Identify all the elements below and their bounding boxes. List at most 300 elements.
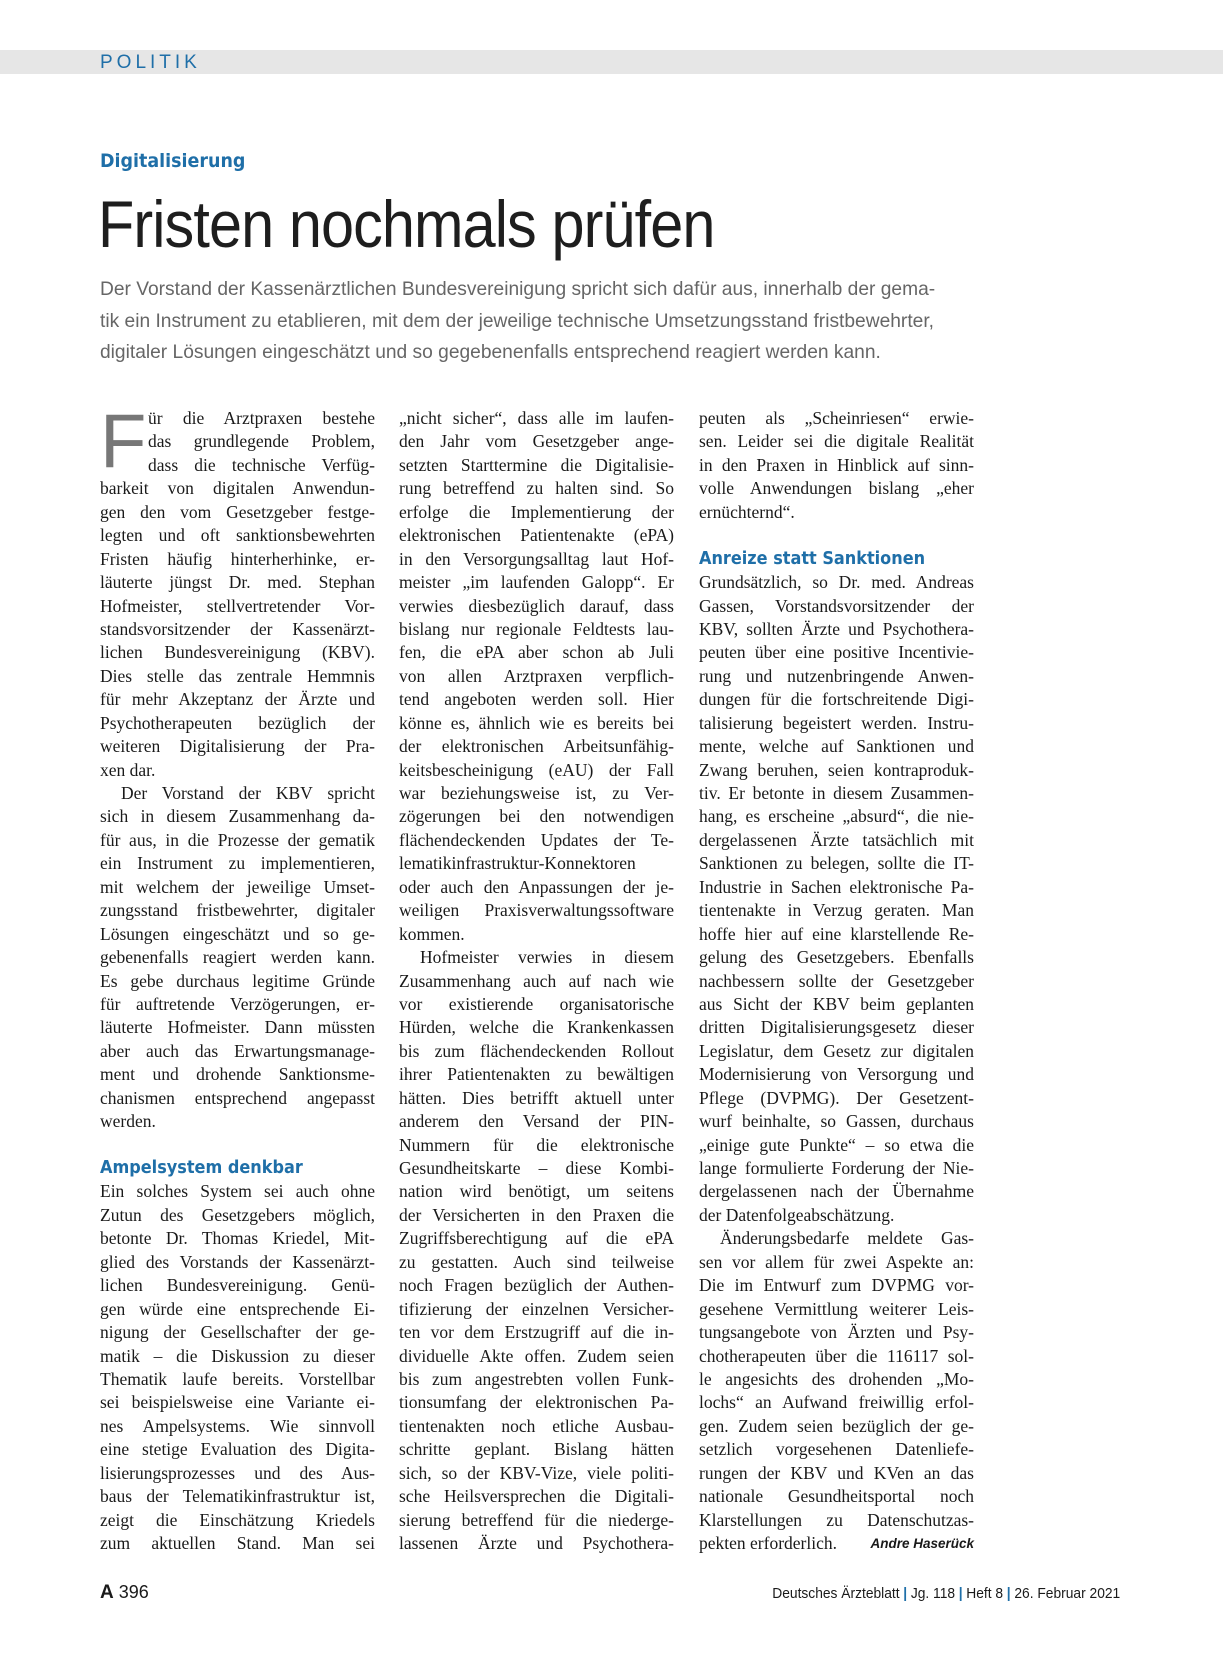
text-line-content: oder auch den Anpassungen der je-	[399, 876, 674, 897]
text-line	[100, 1251, 375, 1274]
text-line	[699, 1321, 974, 1344]
text-line-content: setzlich vorgesehenen Datenliefe-	[699, 1439, 974, 1460]
text-line	[399, 993, 674, 1016]
text-line	[699, 454, 974, 477]
text-line	[100, 501, 375, 524]
text-line	[100, 1415, 375, 1438]
text-line-content: dividuelle Akte offen. Zudem seien	[399, 1345, 674, 1366]
text-line-content: barkeit von digitalen Anwendun-	[100, 478, 375, 499]
text-line	[100, 665, 375, 688]
paragraph-gap	[100, 1134, 375, 1157]
text-line	[399, 970, 674, 993]
text-line-content: flächendeckenden Updates der Te-	[399, 829, 674, 850]
text-line-content: für mehr Akzeptanz der Ärzte und	[100, 689, 375, 710]
article-column-3	[699, 407, 974, 1555]
text-line	[699, 1368, 974, 1391]
article-column-2	[399, 407, 674, 1555]
text-line	[100, 712, 375, 735]
text-line-content: talisierung begeistert werden. Instru-	[699, 712, 974, 733]
lead-line: Der Vorstand der Kassenärztlichen Bundesvereinigung spricht sich dafür aus, innerhalb der gema-	[100, 279, 936, 300]
text-line	[399, 1274, 674, 1297]
text-line	[399, 1438, 674, 1461]
text-line	[399, 1345, 674, 1368]
text-line-content: elektronischen Patientenakte (ePA)	[399, 525, 674, 546]
drop-cap: F	[100, 399, 147, 484]
text-line-content: wurf beinhalte, so Gassen, durchaus	[699, 1111, 974, 1132]
text-line-content: lematikinfrastruktur-Konnektoren	[399, 853, 636, 874]
page-number-value: 396	[118, 1582, 149, 1602]
text-line-content: dass die technische Verfüg-	[148, 454, 375, 475]
text-line	[399, 1157, 674, 1180]
text-line-content: gen. Zudem seien bezüglich der ge-	[699, 1415, 974, 1436]
text-line-content: kommen.	[399, 923, 465, 944]
text-line-content: Zusammenhang auch auf nach wie	[399, 970, 674, 991]
text-line	[399, 1462, 674, 1485]
text-line-content: ein Instrument zu implementieren,	[100, 853, 375, 874]
text-line-content: sierung betreffend für die niederge-	[399, 1509, 674, 1530]
text-line-content: sich in diesem Zusammenhang da-	[100, 806, 375, 827]
text-line	[100, 1532, 375, 1555]
text-line-content: Grundsätzlich, so Dr. med. Andreas	[699, 572, 974, 593]
text-line	[399, 1227, 674, 1250]
text-line	[399, 688, 674, 711]
text-line-content: in den Praxen in Hinblick auf sinn-	[699, 454, 974, 475]
article-lead	[100, 274, 1100, 369]
text-line-content: xen dar.	[100, 759, 156, 780]
text-line	[399, 1251, 674, 1274]
text-line-content: Gassen, Vorstandsvorsitzender der	[699, 595, 974, 616]
text-line-content: gesehene Vermittlung weiterer Leis-	[699, 1298, 974, 1319]
text-line-content: tiv. Er betonte in diesem Zusammen-	[699, 783, 974, 803]
text-line-content: Klarstellungen zu Datenschutzas-	[699, 1509, 974, 1530]
subheading: Anreize statt Sanktionen	[699, 548, 926, 569]
text-line-content: Hofmeister verwies in diesem	[420, 947, 674, 968]
text-line-content: Zutun des Gesetzgebers möglich,	[100, 1204, 375, 1225]
text-line-content: chanismen entsprechend angepasst	[100, 1087, 375, 1108]
text-line-content: Gesundheitskarte – diese Kombi-	[399, 1158, 674, 1178]
text-line-content: Pflege (DVPMG). Der Gesetzent-	[699, 1087, 974, 1108]
text-line-content: Zugriffsberechtigung auf die ePA	[399, 1228, 674, 1249]
text-line-content: sich, so der KBV-Vize, viele politi-	[399, 1462, 674, 1483]
text-line	[699, 805, 974, 828]
text-line	[399, 1204, 674, 1227]
text-line	[399, 1532, 674, 1555]
text-line-content: Dies stelle das zentrale Hemmnis	[100, 665, 375, 686]
text-line	[399, 1110, 674, 1133]
author-name: Andre Haserück	[870, 1536, 974, 1551]
text-line	[699, 1485, 974, 1508]
text-line-content: läuterte Hofmeister. Dann müssten	[100, 1017, 375, 1038]
text-line	[699, 665, 974, 688]
text-line-content: dungen für die fortschreitende Digi-	[699, 689, 974, 710]
text-line	[699, 876, 974, 899]
text-line	[100, 1485, 375, 1508]
text-line	[399, 899, 674, 922]
text-line-content: standsvorsitzender der Kassenärzt-	[100, 618, 375, 639]
text-line-content: anderem den Versand der PIN-	[399, 1111, 674, 1132]
text-line	[100, 993, 375, 1016]
text-line-content: Zwang beruhen, seien kontraproduk-	[699, 759, 974, 780]
text-line	[699, 1415, 974, 1438]
text-line	[699, 946, 974, 969]
text-line	[399, 852, 674, 875]
text-line-content: aus Sicht der KBV beim geplanten	[699, 993, 974, 1014]
text-line	[100, 1063, 375, 1086]
text-line-content: nigung der Gesellschafter der ge-	[100, 1322, 375, 1343]
text-line-content: könne es, ähnlich wie es bereits bei	[399, 712, 674, 733]
publication-volume: Jg. 118	[910, 1585, 955, 1602]
text-line	[699, 1227, 974, 1250]
text-line	[100, 970, 375, 993]
text-line	[399, 712, 674, 735]
text-line-content: bislang nur regionale Feldtests lau-	[399, 618, 674, 639]
page-number	[100, 1582, 149, 1604]
text-line-content: Es gebe durchaus legitime Gründe	[100, 970, 375, 991]
publication-issue: Heft 8	[966, 1585, 1003, 1602]
text-line	[100, 1204, 375, 1227]
text-line-content: lisierungsprozesses und des Aus-	[100, 1462, 375, 1483]
text-line	[100, 688, 375, 711]
text-line-content: rung und nutzenbringende Anwen-	[699, 665, 974, 686]
text-line-content: zögerungen bei den notwendigen	[399, 806, 674, 827]
text-line-content: tungsangebote von Ärzten und Psy-	[699, 1322, 974, 1343]
text-line	[699, 1345, 974, 1368]
text-line	[699, 1509, 974, 1532]
text-line-content: lichen Bundesvereinigung (KBV).	[100, 642, 375, 663]
text-line	[100, 899, 375, 922]
text-line-content: Thematik laufe bereits. Vorstellbar	[100, 1368, 375, 1389]
text-line-content: vor existierende organisatorische	[399, 993, 674, 1014]
text-line-content: chotherapeuten über die 116117 sol-	[699, 1345, 974, 1366]
text-line-content: mente, welche auf Sanktionen und	[699, 736, 974, 757]
text-line	[699, 1110, 974, 1133]
text-line-content: nachbessern sollte der Gesetzgeber	[699, 970, 974, 991]
text-line	[399, 1368, 674, 1391]
text-line-content: rung betreffend zu halten sind. So	[399, 478, 674, 499]
text-line-content: meister „im laufenden Galopp“. Er	[399, 572, 674, 593]
text-line	[100, 876, 375, 899]
text-line	[699, 1298, 974, 1321]
text-line	[699, 759, 974, 782]
text-line-content: Sanktionen zu belegen, sollte die IT-	[699, 853, 974, 874]
text-line-content: dergelassenen Ärzte tatsächlich mit	[699, 829, 974, 850]
text-line-content: mit welchem der jeweilige Umset-	[100, 876, 375, 897]
text-line-content: hoffe hier auf eine klarstellende Re-	[699, 923, 974, 944]
text-line	[399, 1509, 674, 1532]
text-line-content: Ein solches System sei auch ohne	[100, 1181, 375, 1202]
text-line	[699, 571, 974, 594]
text-line	[399, 501, 674, 524]
text-line	[100, 618, 375, 641]
text-line-content: nation wird benötigt, um seitens	[399, 1181, 674, 1202]
text-line-content: der Versicherten in den Praxen die	[399, 1204, 674, 1225]
text-line-content: gen den vom Gesetzgeber festge-	[100, 501, 375, 522]
text-line	[699, 1391, 974, 1414]
text-line-content: ür die Arztpraxen bestehe	[148, 408, 375, 428]
text-line-content: fen, die ePA aber schon ab Juli	[399, 642, 674, 663]
text-line-content: Lösungen eingeschätzt und so ge-	[100, 923, 375, 944]
text-line-content: den Jahr vom Gesetzgeber ange-	[399, 431, 674, 452]
text-line-content: erfolge die Implementierung der	[399, 501, 674, 522]
text-line	[100, 1321, 375, 1344]
text-line	[699, 1438, 974, 1461]
text-line-content: der elektronischen Arbeitsunfähig-	[399, 736, 674, 757]
text-line	[100, 595, 375, 618]
text-line	[100, 548, 375, 571]
text-line	[699, 641, 974, 664]
article-column-1	[100, 399, 375, 1555]
text-line	[399, 477, 674, 500]
text-line-content: in den Versorgungsalltag laut Hof-	[399, 548, 674, 569]
text-line-content: „einige gute Punkte“ – so etwa die	[699, 1134, 974, 1155]
text-line	[699, 1016, 974, 1039]
text-line	[100, 524, 375, 547]
text-line	[699, 923, 974, 946]
text-line	[100, 571, 375, 594]
text-line	[399, 524, 674, 547]
text-line-content: zu gestatten. Auch sind teilweise	[399, 1251, 674, 1272]
text-line-content: zungsstand fristbewehrter, digitaler	[100, 900, 375, 921]
text-line-content: Nummern für die elektronische	[399, 1134, 674, 1155]
text-line-content: werden.	[100, 1111, 156, 1132]
text-line	[699, 688, 974, 711]
text-line	[100, 852, 375, 875]
subheading: Ampelsystem denkbar	[100, 1158, 303, 1178]
text-line-content: gelung des Gesetzgebers. Ebenfalls	[699, 947, 974, 968]
text-line-content: bis zum flächendeckenden Rollout	[399, 1040, 674, 1061]
text-line-content: zum aktuellen Stand. Man sei	[100, 1533, 375, 1553]
text-line-content: Änderungsbedarfe meldete Gas-	[720, 1228, 974, 1249]
text-line	[699, 1157, 974, 1180]
text-line	[699, 829, 974, 852]
text-line-content: pekten erforderlich.	[699, 1533, 837, 1553]
text-line	[699, 852, 974, 875]
text-line-content: legten und oft sanktionsbewehrten	[100, 525, 375, 546]
text-line	[399, 665, 674, 688]
text-line-content: setzten Starttermine die Digitalisie-	[399, 454, 674, 475]
text-line	[699, 407, 974, 430]
text-line	[100, 1087, 375, 1110]
text-line	[399, 1016, 674, 1039]
text-line-content: tientenakte in Verzug geraten. Man	[699, 900, 974, 921]
text-line-content: läuterte jüngst Dr. med. Stephan	[100, 572, 375, 593]
text-line-content: zeigt die Einschätzung Kriedels	[100, 1509, 375, 1530]
text-line-content: lange formulierte Forderung der Nie-	[699, 1158, 974, 1178]
text-line-content: Die im Entwurf zum DVPMG vor-	[699, 1275, 974, 1296]
text-line	[100, 782, 375, 805]
text-line-content: tionsumfang der elektronischen Pa-	[399, 1392, 674, 1413]
text-line-content: ernüchternd“.	[699, 501, 795, 522]
text-line-content: Hürden, welche die Krankenkassen	[399, 1017, 674, 1038]
text-line	[399, 1298, 674, 1321]
text-line-content: gen würde eine entsprechende Ei-	[100, 1298, 375, 1319]
text-line-content: Industrie in Sachen elektronische Pa-	[699, 876, 974, 897]
text-line-content: glied des Vorstands der Kassenärzt-	[100, 1251, 375, 1272]
text-line-content: sen vor allem für zwei Aspekte an:	[699, 1251, 974, 1272]
text-line	[399, 1415, 674, 1438]
text-line-content: KBV, sollten Ärzte und Psychothera-	[699, 618, 974, 639]
text-line-content: lassenen Ärzte und Psychothera-	[399, 1533, 674, 1553]
text-line	[399, 430, 674, 453]
text-line	[399, 454, 674, 477]
text-line	[699, 712, 974, 735]
text-line-content: sen. Leider sei die digitale Realität	[699, 431, 974, 452]
text-line-content: dritten Digitalisierungsgesetz dieser	[699, 1017, 974, 1038]
text-line-content: le angesichts des drohenden „Mo-	[699, 1368, 974, 1389]
text-line	[399, 946, 674, 969]
text-line-content: Der Vorstand der KBV spricht	[121, 783, 375, 803]
text-line-content: weiteren Digitalisierung der Pra-	[100, 736, 375, 757]
text-line-content: aber auch das Erwartungsmanage-	[100, 1040, 375, 1061]
text-line-content: ten vor dem Erstzugriff auf die in-	[399, 1322, 674, 1343]
text-line	[699, 1462, 974, 1485]
text-line	[699, 782, 974, 805]
text-line-content: noch Fragen bezüglich der Authen-	[399, 1275, 674, 1296]
text-line	[399, 805, 674, 828]
text-line	[399, 782, 674, 805]
text-line	[699, 1532, 974, 1555]
text-line	[399, 1485, 674, 1508]
text-line	[699, 970, 974, 993]
text-line	[100, 923, 375, 946]
text-line-content: sche Heilsversprechen die Digitali-	[399, 1486, 674, 1507]
text-line-content: Modernisierung von Versorgung und	[699, 1064, 974, 1085]
text-line	[699, 1274, 974, 1297]
text-line	[399, 829, 674, 852]
text-line-content: hang, es erscheine „absurd“, die nie-	[699, 806, 974, 827]
text-line	[699, 1251, 974, 1274]
text-line	[699, 1134, 974, 1157]
text-line	[100, 1274, 375, 1297]
text-line-content: war beziehungsweise ist, zu Ver-	[399, 783, 674, 803]
text-line-content: verwies diesbezüglich darauf, dass	[399, 595, 674, 616]
text-line-content: nationale Gesundheitsportal noch	[699, 1486, 974, 1507]
text-line-content: baus der Telematikinfrastruktur ist,	[100, 1486, 375, 1507]
text-line	[699, 1087, 974, 1110]
text-line-content: gebenenfalls reagiert werden kann.	[100, 947, 375, 968]
text-line	[699, 501, 974, 524]
text-line	[699, 1180, 974, 1203]
text-line	[699, 1204, 974, 1227]
text-line-content: bis zum angestrebten vollen Funk-	[399, 1368, 674, 1389]
text-line-content: peuten als „Scheinriesen“ erwie-	[699, 408, 974, 428]
text-line	[100, 1180, 375, 1203]
text-line-content: tend angeboten werden soll. Hier	[399, 689, 674, 710]
text-line	[399, 1134, 674, 1157]
article-kicker: Digitalisierung	[100, 150, 246, 172]
text-line	[100, 805, 375, 828]
text-line-content: von allen Arztpraxen verpflich-	[399, 665, 674, 686]
text-line	[399, 595, 674, 618]
text-line-content: dergelassenen nach der Übernahme	[699, 1181, 974, 1202]
text-line-content: Legislatur, dem Gesetz zur digitalen	[699, 1040, 974, 1061]
text-line	[399, 876, 674, 899]
page-prefix: A	[100, 1582, 114, 1603]
text-line	[100, 1462, 375, 1485]
text-line	[699, 430, 974, 453]
text-line	[399, 1391, 674, 1414]
text-line	[399, 618, 674, 641]
text-line	[699, 477, 974, 500]
text-line	[399, 1321, 674, 1344]
text-line-content: der Datenfolgeabschätzung.	[699, 1204, 895, 1225]
text-line	[399, 571, 674, 594]
text-line-content: lichen Bundesvereinigung. Genü-	[100, 1275, 375, 1296]
text-line	[100, 1227, 375, 1250]
text-line	[100, 641, 375, 664]
text-line-content: sei beispielsweise eine Variante ei-	[100, 1392, 375, 1413]
text-line	[699, 899, 974, 922]
text-line-content: ihrer Patientenakten zu bewältigen	[399, 1064, 674, 1085]
text-line	[399, 1180, 674, 1203]
text-line	[100, 1391, 375, 1414]
text-line-content: Psychotherapeuten bezüglich der	[100, 712, 375, 733]
text-line-content: weiligen Praxisverwaltungssoftware	[399, 900, 674, 921]
text-line-content: peuten über eine positive Incentivie-	[699, 642, 974, 663]
text-line	[100, 946, 375, 969]
text-line	[399, 1063, 674, 1086]
text-line	[399, 735, 674, 758]
text-line	[399, 641, 674, 664]
text-line-content: für auftretende Verzögerungen, er-	[100, 993, 375, 1014]
text-line-content: lochs“ an Aufwand freiwillig erfol-	[699, 1392, 974, 1413]
publication-info: Deutsches Ärzteblatt | Jg. 118 | Heft 8 | 26. Februar 2021	[772, 1585, 1120, 1602]
text-line	[399, 759, 674, 782]
paragraph-gap	[699, 524, 974, 547]
text-line	[399, 1040, 674, 1063]
text-line	[699, 595, 974, 618]
article-title: Fristen nochmals prüfen	[98, 187, 715, 261]
text-line-content: für aus, in die Prozesse der gematik	[100, 829, 375, 850]
text-line	[399, 923, 674, 946]
text-line-content: keitsbescheinigung (eAU) der Fall	[399, 759, 674, 780]
text-line-content: eine stetige Evaluation des Digita-	[100, 1439, 375, 1460]
text-line	[100, 1110, 375, 1133]
publication-name: Deutsches Ärzteblatt	[772, 1585, 900, 1602]
text-line-content: Fristen häufig hinterherhinke, er-	[100, 548, 375, 569]
text-line-content: volle Anwendungen bislang „eher	[699, 478, 974, 499]
text-line-content: betonte Dr. Thomas Kriedel, Mit-	[100, 1228, 375, 1249]
text-line	[100, 829, 375, 852]
text-line-content: rungen der KBV und KVen an das	[699, 1462, 974, 1483]
text-line	[399, 1087, 674, 1110]
text-line	[699, 1063, 974, 1086]
text-line	[699, 993, 974, 1016]
text-line-content: tientenakten noch etliche Ausbau-	[399, 1415, 674, 1436]
publication-date: 26. Februar 2021	[1014, 1585, 1120, 1602]
text-line	[100, 735, 375, 758]
text-line	[699, 618, 974, 641]
text-line	[100, 1368, 375, 1391]
text-line	[100, 1509, 375, 1532]
text-line-content: matik – die Diskussion zu dieser	[100, 1345, 375, 1366]
text-line	[699, 735, 974, 758]
text-line-content: nes Ampelsystems. Wie sinnvoll	[100, 1415, 375, 1436]
text-line-content: schritte geplant. Bislang hätten	[399, 1439, 674, 1460]
text-line-content: Hofmeister, stellvertretender Vor-	[100, 595, 375, 616]
text-line	[100, 1298, 375, 1321]
text-line-content: das grundlegende Problem,	[148, 431, 375, 452]
text-line	[100, 1345, 375, 1368]
text-line	[399, 407, 674, 430]
text-line	[100, 1016, 375, 1039]
text-line	[100, 1040, 375, 1063]
text-line-content: tifizierung der einzelnen Versicher-	[399, 1298, 674, 1319]
text-line-content: hätten. Dies betrifft aktuell unter	[399, 1087, 674, 1108]
text-line	[100, 759, 375, 782]
text-line	[100, 1438, 375, 1461]
lead-line: digitaler Lösungen eingeschätzt und so gegebenenfalls entsprechend reagiert werden kann.	[100, 342, 881, 363]
